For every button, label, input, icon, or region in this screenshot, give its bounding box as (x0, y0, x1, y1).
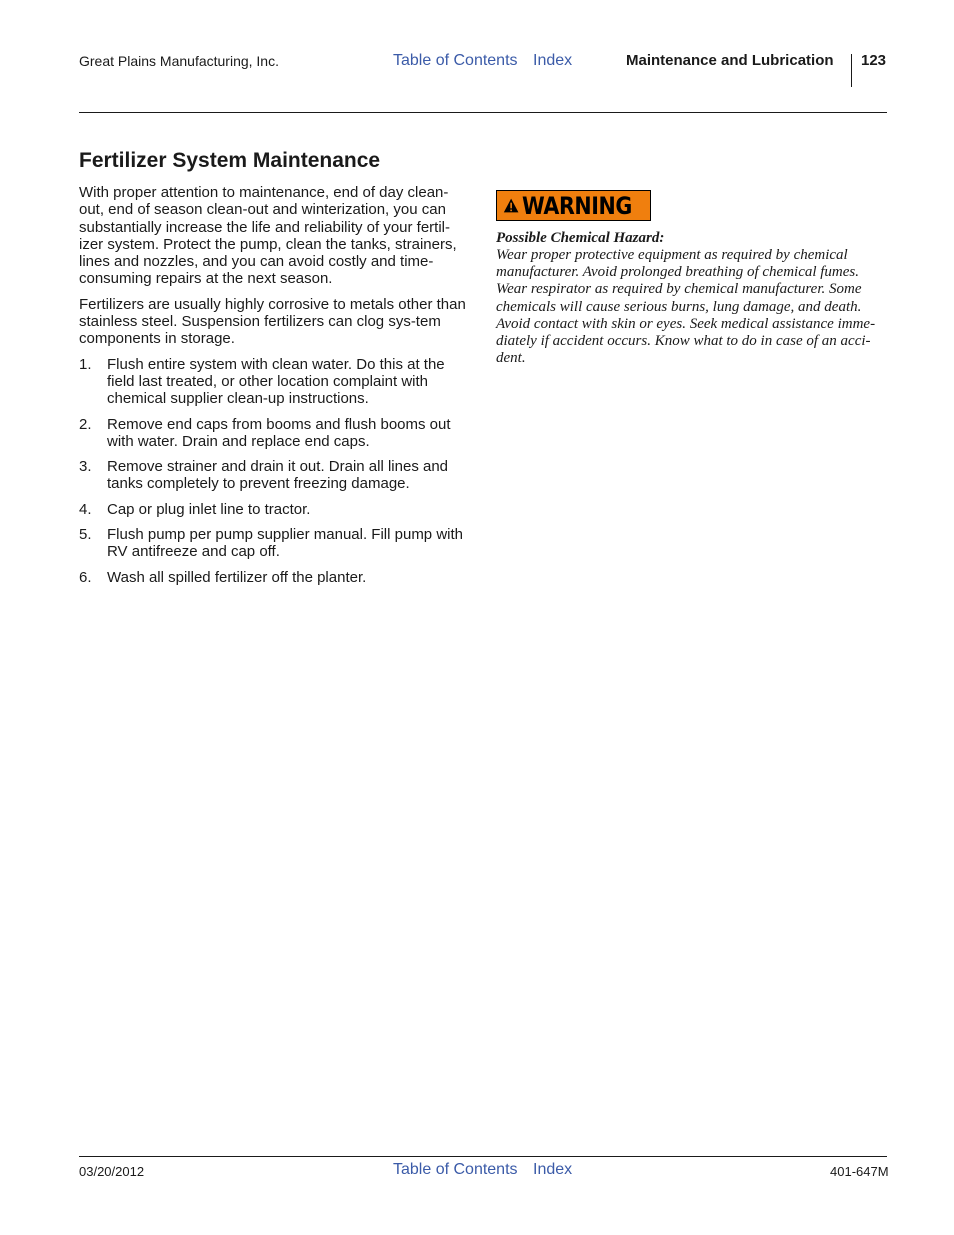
maintenance-steps (79, 356, 469, 586)
step-number: 4. (79, 500, 92, 518)
footer-rule (79, 1156, 887, 1157)
list-item (79, 569, 469, 586)
list-item (79, 526, 469, 561)
header-toc-link[interactable]: Table of Contents (393, 52, 518, 69)
step-number: 5. (79, 526, 92, 544)
intro-paragraph: With proper attention to maintenance, end of day clean-out, end of season clean-out and winterization, you can substantially increase the life and reliability of your fertil-izer system. Protect the pump, clean the tanks, strainers, lines and nozzles, and you can avoid costly and time-consuming repairs at the next season. (79, 184, 457, 288)
step-number: 6. (79, 568, 92, 586)
step-text: Flush entire system with clean water. Do this at the field last treated, or other location complaint with chemical supplier clean-up instructions. (107, 355, 445, 408)
step-text: Flush pump per pump supplier manual. Fill pump with RV antifreeze and cap off. (107, 526, 463, 561)
footer-index-link[interactable]: Index (533, 1161, 573, 1178)
header-divider (851, 54, 852, 87)
footer-date: 03/20/2012 (79, 1164, 145, 1179)
corrosion-paragraph: Fertilizers are usually highly corrosive to metals other than stainless steel. Suspension fertilizers can clog sys-tem components in storage. (79, 295, 466, 348)
footer-doc-number: 401-647M (830, 1164, 889, 1179)
list-item (79, 458, 469, 493)
main-column (79, 148, 469, 594)
warning-triangle-icon (503, 196, 519, 215)
header-index-link[interactable]: Index (533, 52, 573, 69)
list-item (79, 416, 469, 451)
step-number: 3. (79, 458, 92, 476)
footer-toc-link[interactable]: Table of Contents (393, 1161, 518, 1178)
section-name: Maintenance and Lubrication (626, 52, 834, 69)
hazard-title: Possible Chemical Hazard: (496, 230, 665, 246)
step-number: 1. (79, 355, 92, 373)
warning-label: WARNING (522, 191, 633, 220)
page-title: Fertilizer System Maintenance (79, 149, 381, 172)
page-number: 123 (861, 52, 887, 69)
company-name: Great Plains Manufacturing, Inc. (79, 53, 279, 69)
warning-badge (496, 190, 651, 221)
step-number: 2. (79, 415, 92, 433)
header-rule (79, 112, 887, 113)
list-item (79, 356, 469, 408)
list-item (79, 501, 469, 518)
step-text: Remove end caps from booms and flush booms out with water. Drain and replace end caps. (107, 415, 451, 450)
hazard-text: Wear proper protective equipment as required by chemical manufacturer. Avoid prolonged breathing of chemical fumes. Wear respirator as required by chemical manufacturer. Some chemicals will cause serious burns, lung damage, and death. Avoid contact with skin or eyes. Seek medical assistance imme-diately if accident occurs. Know what to do in case of an acci-dent. (496, 247, 876, 367)
warning-column (496, 190, 888, 367)
step-text: Wash all spilled fertilizer off the planter. (107, 568, 367, 586)
step-text: Remove strainer and drain it out. Drain all lines and tanks completely to prevent freezing damage. (107, 458, 449, 493)
step-text: Cap or plug inlet line to tractor. (107, 500, 311, 518)
